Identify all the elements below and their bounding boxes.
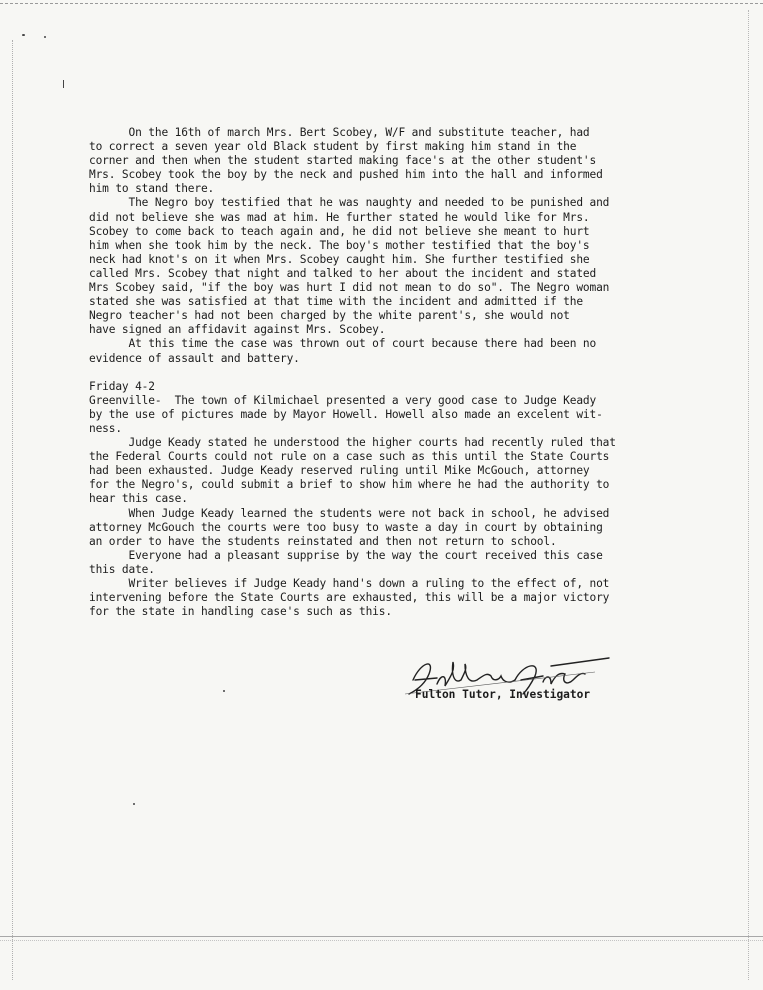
text-line: corner and then when the student started making face's at the other student's [89, 154, 597, 168]
signature-caption: Fulton Tutor, Investigator [415, 688, 591, 701]
paragraph-case-dismissed [89, 337, 669, 365]
paragraph-students-school [89, 507, 669, 620]
text-line: Mrs. Scobey took the boy by the neck and pushed him into the hall and informed [89, 168, 603, 182]
scan-border-right [748, 10, 749, 980]
text-line: for the state in handling case's such as this. [89, 605, 392, 619]
scan-speck [223, 690, 225, 692]
text-line: him when she took him by the neck. The boy's mother testified that the boy's [89, 238, 590, 252]
scan-speck [133, 803, 135, 805]
text-line: Judge Keady stated he understood the higher courts had recently ruled that [89, 436, 616, 450]
text-line: Mrs Scobey said, "if the boy was hurt I did not mean to do so". The Negro woman [89, 281, 610, 295]
text-line: stated she was satisfied at that time with the incident and admitted if the [89, 295, 583, 309]
paragraph-boy-testimony [89, 196, 669, 337]
text-line: for the Negro's, could submit a brief to show him where he had the authority to [89, 478, 610, 492]
scan-speck [63, 80, 64, 88]
text-line: Scobey to come back to teach again and, he did not believe she meant to hurt [89, 224, 590, 238]
text-line: hear this case. [89, 492, 188, 506]
text-line: this date. [89, 562, 155, 576]
scan-speck [44, 36, 46, 38]
text-line: to correct a seven year old Black student by first making him stand in the [89, 140, 577, 154]
text-line: him to stand there. [89, 182, 215, 196]
scan-speck [22, 34, 25, 36]
text-line: The Negro boy testified that he was naughty and needed to be punished and [89, 196, 610, 210]
scan-border-left [12, 40, 13, 980]
text-line: Greenville- The town of Kilmichael presented a very good case to Judge Keady [89, 393, 597, 407]
document-body [89, 126, 669, 619]
scan-border-top [0, 3, 763, 4]
text-line: have signed an affidavit against Mrs. Scobey. [89, 323, 386, 337]
text-line: Negro teacher's had not been charged by the white parent's, she would not [89, 309, 570, 323]
text-line: neck had knot's on it when Mrs. Scobey caught him. She further testified she [89, 252, 590, 266]
text-line: an order to have the students reinstated and then not return to school. [89, 534, 557, 548]
text-line: ness. [89, 421, 122, 435]
text-line: had been exhausted. Judge Keady reserved ruling until Mike McGouch, attorney [89, 464, 590, 478]
text-line: When Judge Keady learned the students were not back in school, he advised [89, 506, 610, 520]
scan-border-bottom [0, 936, 763, 937]
text-line: by the use of pictures made by Mayor Howell. Howell also made an excelent wit- [89, 407, 603, 421]
text-line: intervening before the State Courts are exhausted, this will be a major victory [89, 591, 610, 605]
paragraph-spacer [89, 366, 669, 380]
handwritten-signature [395, 650, 635, 710]
text-line: At this time the case was thrown out of court because there had been no [89, 337, 597, 351]
text-line: Everyone had a pleasant supprise by the way the court received this case [89, 548, 603, 562]
paragraph-scobey-incident [89, 126, 669, 196]
text-line: did not believe she was mad at him. He further stated he would like for Mrs. [89, 210, 590, 224]
text-line: attorney McGouch the courts were too busy to waste a day in court by obtaining [89, 520, 603, 534]
paragraph-greenville-case [89, 394, 669, 436]
text-line: Writer believes if Judge Keady hand's down a ruling to the effect of, not [89, 577, 610, 590]
text-line: the Federal Courts could not rule on a case such as this until the State Courts [89, 450, 610, 464]
date-heading: Friday 4-2 [89, 379, 155, 393]
scan-border-bottom-dotted [0, 940, 763, 941]
text-line: On the 16th of march Mrs. Bert Scobey, W/F and substitute teacher, had [89, 126, 590, 139]
text-line: called Mrs. Scobey that night and talked to her about the incident and stated [89, 266, 597, 280]
paragraph-judge-keady-ruling [89, 436, 669, 506]
text-line: evidence of assault and battery. [89, 351, 300, 365]
